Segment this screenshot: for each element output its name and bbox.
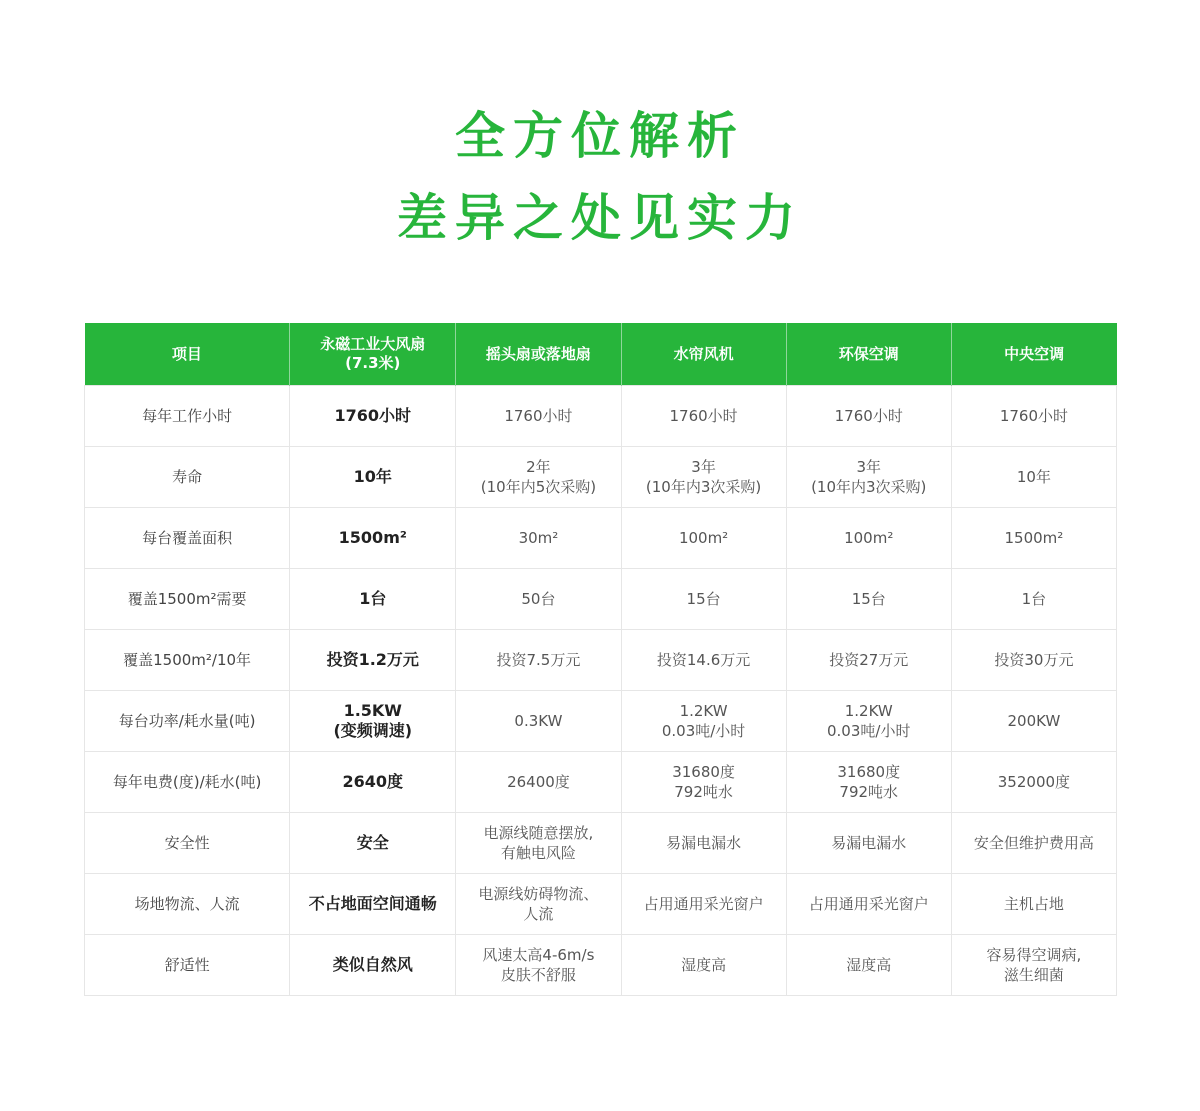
table-cell: 15台 xyxy=(786,569,951,630)
row-label: 寿命 xyxy=(85,447,290,508)
table-row xyxy=(85,386,1117,447)
table-cell: 1台 xyxy=(290,569,456,630)
row-label: 安全性 xyxy=(85,813,290,874)
table-cell: 1.5KW (变频调速) xyxy=(290,691,456,752)
table-cell: 主机占地 xyxy=(951,874,1116,935)
table-cell: 1500m² xyxy=(290,508,456,569)
row-label: 覆盖1500m²需要 xyxy=(85,569,290,630)
table-cell: 31680度 792吨水 xyxy=(786,752,951,813)
table-cell: 1760小时 xyxy=(951,386,1116,447)
table-cell: 易漏电漏水 xyxy=(786,813,951,874)
table-cell: 100m² xyxy=(786,508,951,569)
table-cell: 类似自然风 xyxy=(290,935,456,996)
header-pm-fan: 永磁工业大风扇 (7.3米) xyxy=(290,323,456,386)
table-cell: 3年 (10年内3次采购) xyxy=(786,447,951,508)
table-cell: 投资14.6万元 xyxy=(621,630,786,691)
row-label: 每台覆盖面积 xyxy=(85,508,290,569)
table-cell: 10年 xyxy=(951,447,1116,508)
table-cell: 1.2KW 0.03吨/小时 xyxy=(621,691,786,752)
table-cell: 1.2KW 0.03吨/小时 xyxy=(786,691,951,752)
table-cell: 风速太高4-6m/s 皮肤不舒服 xyxy=(456,935,621,996)
table-row xyxy=(85,508,1117,569)
header-water-curtain-fan: 水帘风机 xyxy=(621,323,786,386)
comparison-table xyxy=(84,323,1117,996)
table-row xyxy=(85,447,1117,508)
table-cell: 1760小时 xyxy=(621,386,786,447)
table-row xyxy=(85,813,1117,874)
row-label: 每年电费(度)/耗水(吨) xyxy=(85,752,290,813)
table-cell: 31680度 792吨水 xyxy=(621,752,786,813)
table-cell: 26400度 xyxy=(456,752,621,813)
table-cell: 10年 xyxy=(290,447,456,508)
table-cell: 2640度 xyxy=(290,752,456,813)
header-eco-aircon: 环保空调 xyxy=(786,323,951,386)
table-cell: 200KW xyxy=(951,691,1116,752)
header-central-aircon: 中央空调 xyxy=(1004,344,1065,363)
table-cell: 3年 (10年内3次采购) xyxy=(621,447,786,508)
table-cell: 2年 (10年内5次采购) xyxy=(456,447,621,508)
table-cell: 0.3KW xyxy=(456,691,621,752)
table-row xyxy=(85,935,1117,996)
table-row xyxy=(85,569,1117,630)
table-body xyxy=(85,386,1117,996)
table-cell: 15台 xyxy=(621,569,786,630)
table-cell: 1760小时 xyxy=(456,386,621,447)
table-row xyxy=(85,630,1117,691)
table-cell: 投资1.2万元 xyxy=(290,630,456,691)
table-cell: 电源线随意摆放, 有触电风险 xyxy=(456,813,621,874)
table-cell: 30m² xyxy=(456,508,621,569)
row-label: 每台功率/耗水量(吨) xyxy=(85,691,290,752)
table-cell: 1760小时 xyxy=(290,386,456,447)
table-header-row xyxy=(85,323,1117,386)
table-cell: 容易得空调病, 滋生细菌 xyxy=(951,935,1116,996)
table-cell: 投资7.5万元 xyxy=(456,630,621,691)
headline-line-2: 差异之处见实力 xyxy=(397,189,803,247)
row-label: 每年工作小时 xyxy=(85,386,290,447)
table-cell: 100m² xyxy=(621,508,786,569)
table-cell: 安全但维护费用高 xyxy=(951,813,1116,874)
header-oscillating-fan: 摇头扇或落地扇 xyxy=(456,323,621,386)
table-cell: 电源线妨碍物流、 人流 xyxy=(456,874,621,935)
table-cell: 湿度高 xyxy=(786,935,951,996)
row-label: 舒适性 xyxy=(85,935,290,996)
table-cell: 湿度高 xyxy=(621,935,786,996)
table-row xyxy=(85,752,1117,813)
table-cell: 不占地面空间通畅 xyxy=(290,874,456,935)
table-cell: 1台 xyxy=(951,569,1116,630)
row-label: 场地物流、人流 xyxy=(85,874,290,935)
table-cell: 安全 xyxy=(290,813,456,874)
table-row xyxy=(85,874,1117,935)
table-cell: 投资27万元 xyxy=(786,630,951,691)
table-cell: 占用通用采光窗户 xyxy=(786,874,951,935)
header-item: 项目 xyxy=(85,323,290,386)
table-row xyxy=(85,691,1117,752)
table-cell: 易漏电漏水 xyxy=(621,813,786,874)
table-cell: 占用通用采光窗户 xyxy=(621,874,786,935)
table-cell: 50台 xyxy=(456,569,621,630)
headline-line-1: 全方位解析 xyxy=(455,107,745,165)
row-label: 覆盖1500m²/10年 xyxy=(85,630,290,691)
table-cell: 1760小时 xyxy=(786,386,951,447)
table-cell: 投资30万元 xyxy=(951,630,1116,691)
table-cell: 1500m² xyxy=(951,508,1116,569)
table-cell: 352000度 xyxy=(951,752,1116,813)
